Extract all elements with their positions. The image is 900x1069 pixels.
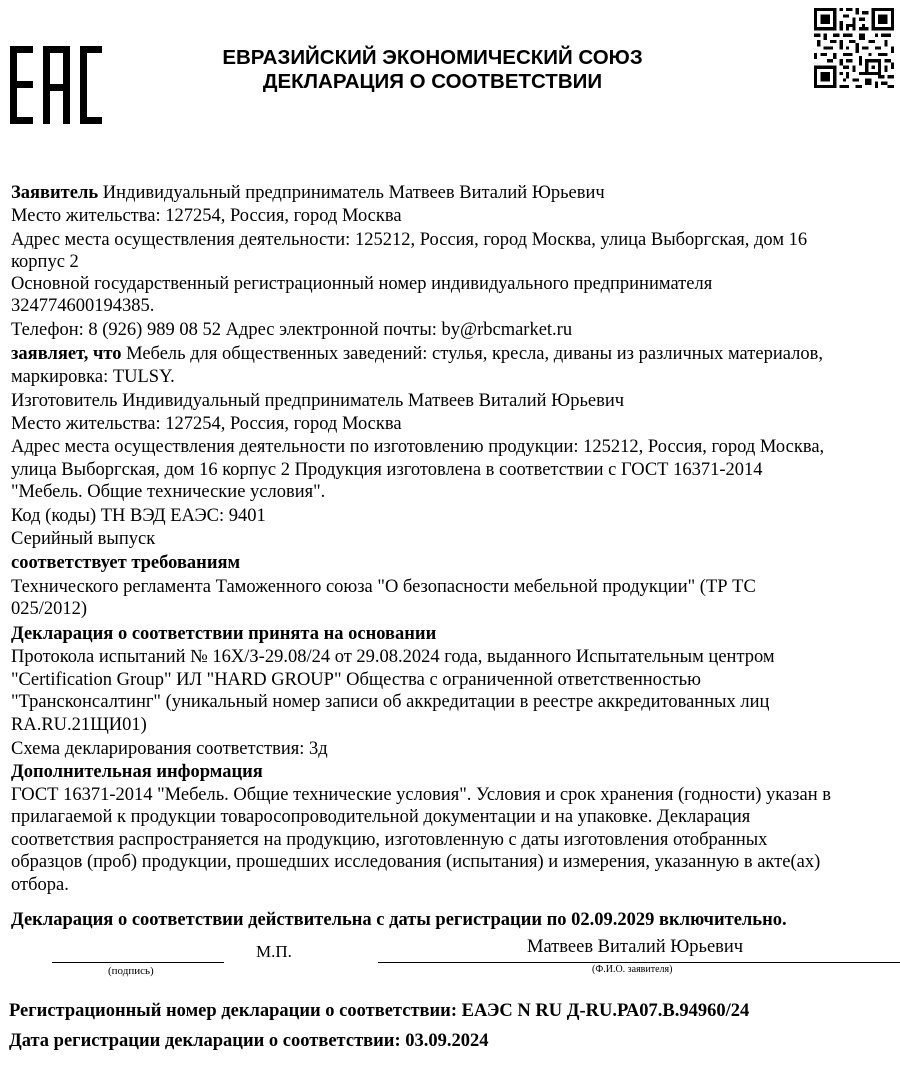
declaration-scheme: Схема декларирования соответствия: 3д [11,739,328,759]
declares-line [11,343,823,365]
product-marking: маркировка: TULSY. [11,367,175,387]
eac-mark-icon [8,44,104,126]
conformity-regulation-line2: 025/2012) [11,599,88,619]
conformity-label: соответствует требованиям [11,553,241,573]
applicant-address-line1: Адрес места осуществления деятельности: 125212, Россия, город Москва, улица Выборгская, дом 16 [11,230,808,250]
applicant-name: Индивидуальный предприниматель Матвеев Виталий Юрьевич [98,183,605,203]
manufacturer-address-line2: улица Выборгская, дом 16 корпус 2 Продукция изготовлена в соответствии с ГОСТ 16371-2014 [11,460,763,480]
basis-line4: RA.RU.21ЩИ01) [11,715,147,735]
additional-info-line3: соответствия распространяется на продукцию, изготовленную с даты изготовления отобранных [11,830,768,850]
declares-label: заявляет, что [11,344,122,364]
applicant-residence: Место жительства: 127254, Россия, город Москва [11,206,402,226]
registration-number: Регистрационный номер декларации о соответствии: ЕАЭС N RU Д-RU.РА07.В.94960/24 [9,1001,750,1021]
basis-line1: Протокола испытаний № 16Х/З-29.08/24 от 29.08.2024 года, выданного Испытательным центром [11,647,775,667]
applicant-label: Заявитель [11,183,99,203]
manufacturer-name: Изготовитель Индивидуальный предприниматель Матвеев Виталий Юрьевич [11,391,625,411]
manufacturer-residence: Место жительства: 127254, Россия, город Москва [11,414,402,434]
additional-info-line1: ГОСТ 16371-2014 "Мебель. Общие технические условия". Условия и срок хранения (годности) указан в [11,785,831,805]
applicant-line [11,182,605,204]
signature-line [52,962,224,963]
document-union-title: ЕВРАЗИЙСКИЙ ЭКОНОМИЧЕСКИЙ СОЮЗ [222,46,643,69]
qr-code-icon [814,8,894,88]
basis-line3: "Трансконсалтинг" (уникальный номер записи об аккредитации в реестре аккредитованных лиц [11,692,770,712]
additional-info-line4: образцов (проб) продукции, прошедших исследования (испытания) и измерения, указанную в акте(ах) [11,852,821,872]
applicant-ogrn-line1: Основной государственный регистрационный номер индивидуального предпринимателя [11,274,713,294]
additional-info-line5: отбора. [11,875,69,895]
signer-name: Матвеев Виталий Юрьевич [527,937,744,957]
basis-line2: "Certification Group" ИЛ "HARD GROUP" Общества с ограниченной ответственностью [11,670,701,690]
production-type: Серийный выпуск [11,529,156,549]
signature-caption: (подпись) [108,965,154,977]
applicant-address-line2: корпус 2 [11,252,79,272]
additional-info-label: Дополнительная информация [11,762,263,782]
basis-label: Декларация о соответствии принята на основании [11,624,437,644]
validity-statement: Декларация о соответствии действительна с даты регистрации по 02.09.2029 включительно. [11,910,787,930]
registration-date: Дата регистрации декларации о соответствии: 03.09.2024 [9,1031,489,1051]
conformity-regulation-line1: Технического регламента Таможенного союза "О безопасности мебельной продукции" (ТР ТС [11,577,756,597]
signer-name-line [378,962,900,963]
applicant-contacts: Телефон: 8 (926) 989 08 52 Адрес электронной почты: by@rbcmarket.ru [11,320,573,340]
tn-ved-code: Код (коды) ТН ВЭД ЕАЭС: 9401 [11,506,266,526]
applicant-ogrn-line2: 324774600194385. [11,296,155,316]
product-description: Мебель для общественных заведений: стулья, кресла, диваны из различных материалов, [121,344,823,364]
manufacturer-address-line3: "Мебель. Общие технические условия". [11,482,326,502]
manufacturer-address-line1: Адрес места осуществления деятельности по изготовлению продукции: 125212, Россия, город Москва, [11,437,825,457]
stamp-place-label: М.П. [256,942,292,961]
additional-info-line2: прилагаемой к продукции товаросопроводительной документации и на упаковке. Декларация [11,807,751,827]
signer-name-caption: (Ф.И.О. заявителя) [592,964,673,975]
document-title: ДЕКЛАРАЦИЯ О СООТВЕТСТВИИ [262,70,603,93]
